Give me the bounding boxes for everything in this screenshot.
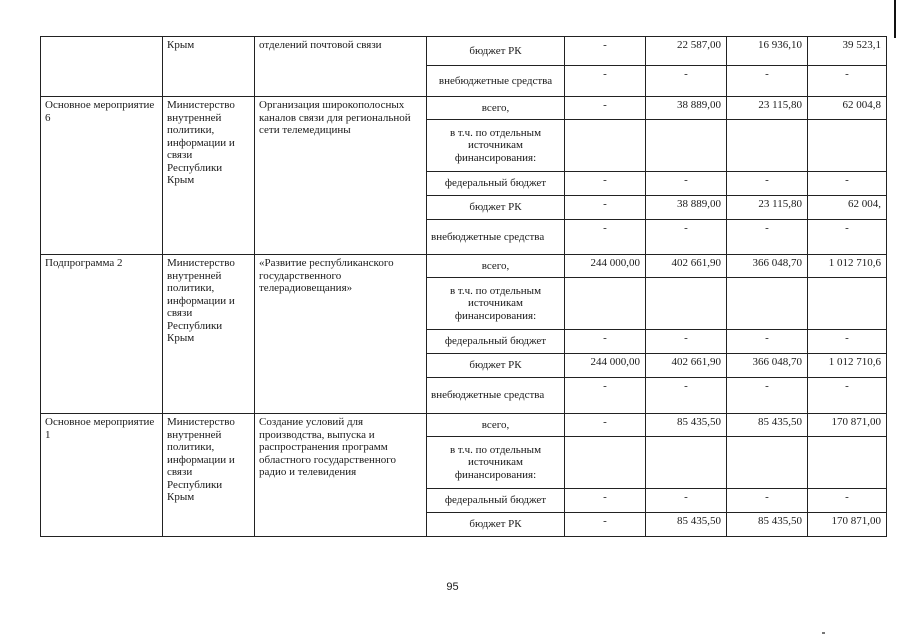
year-1-cell: - (565, 66, 646, 97)
funding-source-cell: всего, (427, 97, 565, 120)
total-cell (808, 437, 887, 489)
total-cell: - (808, 220, 887, 255)
year-3-cell: - (727, 220, 808, 255)
year-1-cell: 244 000,00 (565, 255, 646, 278)
year-1-cell: - (565, 513, 646, 537)
funding-source-cell: федеральный бюджет (427, 330, 565, 354)
total-cell: 1 012 710,6 (808, 354, 887, 378)
funding-source-cell: в т.ч. по отдельным источникам финансирования: (427, 437, 565, 489)
year-1-cell (565, 278, 646, 330)
table-row (41, 37, 887, 66)
total-cell: 39 523,1 (808, 37, 887, 66)
funding-source-cell: всего, (427, 414, 565, 437)
year-1-cell: - (565, 330, 646, 354)
total-cell: 62 004,8 (808, 97, 887, 120)
scan-speck (822, 632, 825, 634)
responsible-cell: Министерство внутренней политики, информации и связи Республики Крым (163, 255, 255, 414)
total-cell: 62 004, (808, 196, 887, 220)
responsible-cell: Министерство внутренней политики, информации и связи Республики Крым (163, 414, 255, 537)
total-cell: - (808, 489, 887, 513)
year-1-cell: - (565, 196, 646, 220)
total-cell: - (808, 330, 887, 354)
program-title-cell: Основное мероприятие 6 (41, 97, 163, 255)
year-2-cell: - (646, 330, 727, 354)
year-1-cell: - (565, 220, 646, 255)
funding-source-cell: бюджет РК (427, 513, 565, 537)
year-2-cell: 402 661,90 (646, 255, 727, 278)
budget-table (40, 36, 887, 537)
program-title-cell: Основное мероприятие 1 (41, 414, 163, 537)
year-2-cell: 85 435,50 (646, 414, 727, 437)
year-1-cell: - (565, 37, 646, 66)
year-2-cell (646, 278, 727, 330)
total-cell: - (808, 66, 887, 97)
year-3-cell: - (727, 330, 808, 354)
year-2-cell: 22 587,00 (646, 37, 727, 66)
funding-source-cell: всего, (427, 255, 565, 278)
year-3-cell: 23 115,80 (727, 97, 808, 120)
year-3-cell: 85 435,50 (727, 414, 808, 437)
description-cell: Организация широкополосных каналов связи для региональной сети телемедицины (255, 97, 427, 255)
year-3-cell: 366 048,70 (727, 354, 808, 378)
funding-source-cell: в т.ч. по отдельным источникам финансирования: (427, 120, 565, 172)
year-2-cell: - (646, 378, 727, 414)
funding-source-cell: бюджет РК (427, 37, 565, 66)
total-cell (808, 120, 887, 172)
responsible-cell: Министерство внутренней политики, информации и связи Республики Крым (163, 97, 255, 255)
year-3-cell: - (727, 66, 808, 97)
year-3-cell: 85 435,50 (727, 513, 808, 537)
funding-source-cell: внебюджетные средства (427, 378, 565, 414)
year-2-cell: 38 889,00 (646, 196, 727, 220)
year-3-cell: - (727, 172, 808, 196)
year-2-cell (646, 120, 727, 172)
funding-source-cell: бюджет РК (427, 354, 565, 378)
year-2-cell: - (646, 220, 727, 255)
page-number: 95 (446, 581, 459, 593)
year-1-cell (565, 120, 646, 172)
description-cell: «Развитие республиканского государственного телерадиовещания» (255, 255, 427, 414)
year-1-cell: - (565, 489, 646, 513)
year-3-cell (727, 120, 808, 172)
year-3-cell: - (727, 378, 808, 414)
year-2-cell: 85 435,50 (646, 513, 727, 537)
table-row (41, 255, 887, 278)
year-1-cell (565, 437, 646, 489)
total-cell (808, 278, 887, 330)
scan-edge-mark (894, 0, 896, 38)
year-3-cell: - (727, 489, 808, 513)
year-1-cell: - (565, 172, 646, 196)
funding-source-cell: внебюджетные средства (427, 220, 565, 255)
year-2-cell: - (646, 489, 727, 513)
year-2-cell: 402 661,90 (646, 354, 727, 378)
funding-source-cell: федеральный бюджет (427, 489, 565, 513)
table-row (41, 97, 887, 120)
year-2-cell: - (646, 66, 727, 97)
responsible-cell: Крым (163, 37, 255, 97)
year-2-cell: 38 889,00 (646, 97, 727, 120)
year-1-cell: - (565, 414, 646, 437)
total-cell: 1 012 710,6 (808, 255, 887, 278)
year-1-cell: - (565, 378, 646, 414)
description-cell: отделений почтовой связи (255, 37, 427, 97)
total-cell: - (808, 378, 887, 414)
total-cell: - (808, 172, 887, 196)
year-3-cell: 366 048,70 (727, 255, 808, 278)
program-title-cell (41, 37, 163, 97)
year-2-cell: - (646, 172, 727, 196)
year-1-cell: - (565, 97, 646, 120)
funding-source-cell: внебюджетные средства (427, 66, 565, 97)
year-2-cell (646, 437, 727, 489)
year-3-cell: 16 936,10 (727, 37, 808, 66)
table-row (41, 414, 887, 437)
program-title-cell: Подпрограмма 2 (41, 255, 163, 414)
total-cell: 170 871,00 (808, 414, 887, 437)
description-cell: Создание условий для производства, выпуска и распространения программ областного государственного радио и телевидения (255, 414, 427, 537)
funding-source-cell: федеральный бюджет (427, 172, 565, 196)
funding-source-cell: бюджет РК (427, 196, 565, 220)
year-1-cell: 244 000,00 (565, 354, 646, 378)
year-3-cell (727, 278, 808, 330)
year-3-cell (727, 437, 808, 489)
total-cell: 170 871,00 (808, 513, 887, 537)
year-3-cell: 23 115,80 (727, 196, 808, 220)
funding-source-cell: в т.ч. по отдельным источникам финансирования: (427, 278, 565, 330)
